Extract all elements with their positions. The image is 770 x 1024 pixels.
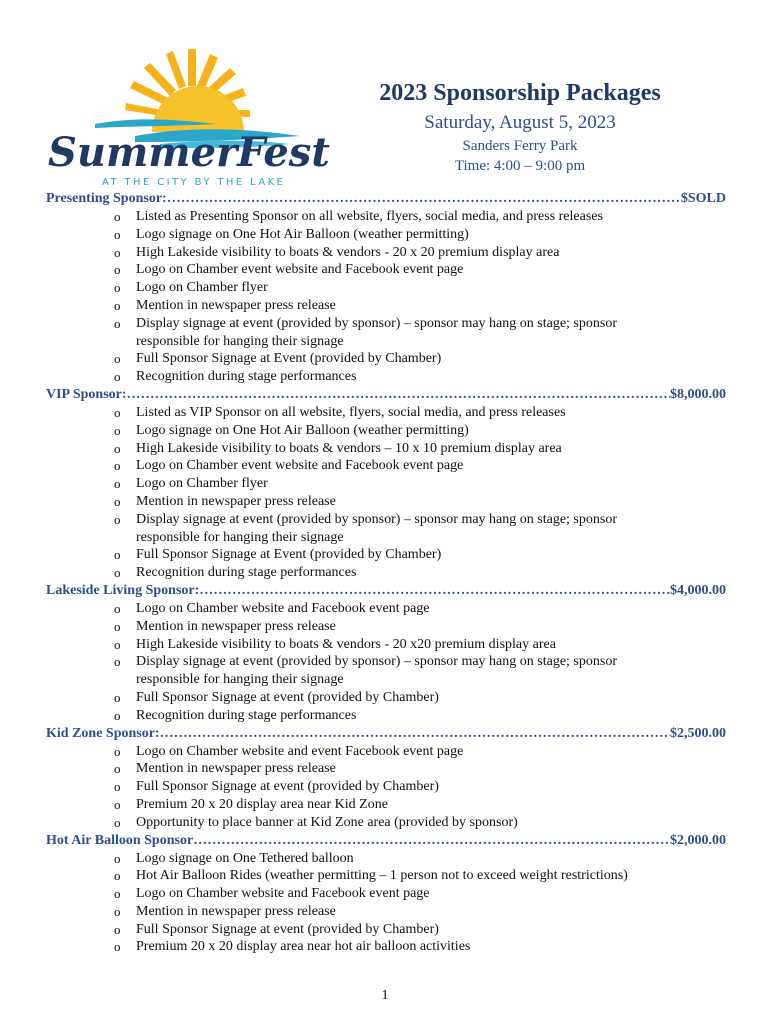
list-item bbox=[46, 743, 726, 761]
list-item bbox=[46, 760, 726, 778]
bullet-icon: o bbox=[114, 458, 121, 474]
benefit-text: Logo signage on One Hot Air Balloon (weather permitting) bbox=[136, 422, 469, 438]
list-item bbox=[46, 867, 726, 885]
event-time: Time: 4:00 – 9:00 pm bbox=[454, 158, 586, 174]
benefit-list bbox=[46, 208, 726, 386]
bullet-icon: o bbox=[114, 796, 121, 812]
benefit-text: Recognition during stage performances bbox=[136, 565, 357, 581]
bullet-icon: o bbox=[114, 369, 121, 385]
bullet-icon: o bbox=[114, 422, 121, 438]
bullet-icon: o bbox=[114, 315, 121, 331]
benefit-text: Full Sponsor Signage at Event (provided by Chamber) bbox=[136, 547, 442, 563]
benefit-text: Listed as VIP Sponsor on all website, flyers, social media, and press releases bbox=[136, 404, 566, 420]
bullet-icon: o bbox=[114, 547, 121, 563]
dot-leader bbox=[193, 832, 670, 850]
benefit-text: Recognition during stage performances bbox=[136, 707, 357, 723]
tier-name: Lakeside Living Sponsor: bbox=[46, 582, 200, 598]
bullet-icon: o bbox=[114, 903, 121, 919]
benefit-text: Mention in newspaper press release bbox=[136, 618, 336, 634]
benefit-text: Logo on Chamber flyer bbox=[136, 280, 268, 296]
benefit-text: Logo on Chamber website and Facebook event page bbox=[136, 600, 430, 616]
bullet-icon: o bbox=[114, 939, 121, 955]
benefit-text: Full Sponsor Signage at Event (provided by Chamber) bbox=[136, 351, 442, 367]
sponsor-tier bbox=[46, 725, 726, 832]
tier-heading bbox=[46, 832, 726, 850]
page-number: 1 bbox=[381, 988, 389, 1003]
benefit-text: Display signage at event (provided by sponsor) – sponsor may hang on stage; sponsor bbox=[136, 315, 617, 331]
tier-name: Hot Air Balloon Sponsor bbox=[46, 832, 194, 848]
list-item bbox=[46, 653, 726, 689]
benefit-text: responsible for hanging their signage bbox=[136, 672, 344, 688]
sponsor-tier bbox=[46, 582, 726, 725]
benefit-text: Premium 20 x 20 display area near Kid Zone bbox=[136, 796, 388, 812]
bullet-icon: o bbox=[114, 814, 121, 830]
summerfest-logo bbox=[40, 44, 350, 194]
tier-price: $2,000.00 bbox=[670, 832, 726, 848]
benefit-text: Premium 20 x 20 display area near hot air balloon activities bbox=[136, 939, 471, 955]
bullet-icon: o bbox=[114, 476, 121, 492]
benefit-text: Logo signage on One Tethered balloon bbox=[136, 850, 354, 866]
bullet-icon: o bbox=[114, 600, 121, 616]
list-item bbox=[46, 440, 726, 458]
benefit-list bbox=[46, 850, 726, 957]
bullet-icon: o bbox=[114, 351, 121, 367]
list-item bbox=[46, 618, 726, 636]
list-item bbox=[46, 796, 726, 814]
bullet-icon: o bbox=[114, 493, 121, 509]
list-item bbox=[46, 636, 726, 654]
benefit-text: High Lakeside visibility to boats & vendors – 10 x 10 premium display area bbox=[136, 440, 562, 456]
bullet-icon: o bbox=[114, 262, 121, 278]
sun-wave-logo-icon bbox=[40, 44, 350, 194]
list-item bbox=[46, 850, 726, 868]
benefit-text: Mention in newspaper press release bbox=[136, 761, 336, 777]
bullet-icon: o bbox=[114, 707, 121, 723]
bullet-icon: o bbox=[114, 636, 121, 652]
sponsor-tier bbox=[46, 386, 726, 582]
benefit-text: Hot Air Balloon Rides (weather permitting – 1 person not to exceed weight restrictions) bbox=[136, 868, 628, 884]
benefit-text: responsible for hanging their signage bbox=[136, 333, 344, 349]
benefit-text: Full Sponsor Signage at event (provided by Chamber) bbox=[136, 921, 439, 937]
benefit-list bbox=[46, 600, 726, 725]
benefit-text: Recognition during stage performances bbox=[136, 369, 357, 385]
list-item bbox=[46, 226, 726, 244]
list-item bbox=[46, 493, 726, 511]
event-date: Saturday, August 5, 2023 bbox=[424, 112, 616, 133]
tier-price: $2,500.00 bbox=[670, 725, 726, 741]
bullet-icon: o bbox=[114, 209, 121, 224]
list-item bbox=[46, 244, 726, 262]
bullet-icon: o bbox=[114, 743, 121, 759]
list-item bbox=[46, 938, 726, 956]
event-location: Sanders Ferry Park bbox=[462, 138, 578, 154]
tier-price: $8,000.00 bbox=[670, 386, 726, 402]
tier-name: VIP Sponsor: bbox=[46, 386, 127, 402]
benefit-text: Display signage at event (provided by sponsor) – sponsor may hang on stage; sponsor bbox=[136, 654, 617, 670]
bullet-icon: o bbox=[114, 868, 121, 884]
tier-heading bbox=[46, 190, 726, 208]
tier-heading bbox=[46, 582, 726, 600]
bullet-icon: o bbox=[114, 226, 121, 242]
list-item bbox=[46, 279, 726, 297]
bullet-icon: o bbox=[114, 440, 121, 456]
list-item bbox=[46, 261, 726, 279]
benefit-text: Logo signage on One Hot Air Balloon (weather permitting) bbox=[136, 226, 469, 242]
list-item bbox=[46, 208, 726, 226]
benefit-text: Logo on Chamber website and Facebook event page bbox=[136, 886, 430, 902]
dot-leader bbox=[167, 190, 681, 208]
list-item bbox=[46, 475, 726, 493]
tier-price: $4,000.00 bbox=[670, 582, 726, 598]
logo-tagline: AT THE CITY BY THE LAKE bbox=[102, 177, 286, 188]
dot-leader bbox=[199, 582, 670, 600]
bullet-icon: o bbox=[114, 244, 121, 260]
benefit-text: Mention in newspaper press release bbox=[136, 297, 336, 313]
dot-leader bbox=[127, 386, 670, 404]
list-item bbox=[46, 546, 726, 564]
benefit-text: High Lakeside visibility to boats & vendors - 20 x20 premium display area bbox=[136, 636, 556, 652]
bullet-icon: o bbox=[114, 921, 121, 937]
list-item bbox=[46, 404, 726, 422]
logo-name: SummerFest bbox=[48, 129, 330, 176]
bullet-icon: o bbox=[114, 280, 121, 296]
list-item bbox=[46, 689, 726, 707]
bullet-icon: o bbox=[114, 404, 121, 420]
bullet-icon: o bbox=[114, 618, 121, 634]
dot-leader bbox=[160, 725, 670, 743]
bullet-icon: o bbox=[114, 565, 121, 581]
benefit-text: Mention in newspaper press release bbox=[136, 903, 336, 919]
list-item bbox=[46, 778, 726, 796]
benefit-text: Display signage at event (provided by sponsor) – sponsor may hang on stage; sponsor bbox=[136, 511, 617, 527]
list-item bbox=[46, 600, 726, 618]
bullet-icon: o bbox=[114, 850, 121, 866]
tier-heading bbox=[46, 725, 726, 743]
benefit-text: Opportunity to place banner at Kid Zone area (provided by sponsor) bbox=[136, 814, 518, 830]
benefit-text: Listed as Presenting Sponsor on all website, flyers, social media, and press releases bbox=[136, 209, 603, 224]
list-item bbox=[46, 457, 726, 475]
benefit-list bbox=[46, 404, 726, 582]
bullet-icon: o bbox=[114, 654, 121, 670]
list-item bbox=[46, 885, 726, 903]
benefit-text: Mention in newspaper press release bbox=[136, 493, 336, 509]
list-item bbox=[46, 903, 726, 921]
tier-price: $SOLD bbox=[680, 191, 726, 206]
list-item bbox=[46, 315, 726, 351]
list-item bbox=[46, 422, 726, 440]
benefit-text: responsible for hanging their signage bbox=[136, 529, 344, 545]
benefit-text: Logo on Chamber website and event Facebook event page bbox=[136, 743, 464, 759]
bullet-icon: o bbox=[114, 761, 121, 777]
tier-name: Kid Zone Sponsor: bbox=[46, 725, 160, 741]
bullet-icon: o bbox=[114, 779, 121, 795]
list-item bbox=[46, 297, 726, 315]
benefit-text: Full Sponsor Signage at event (provided by Chamber) bbox=[136, 779, 439, 795]
bullet-icon: o bbox=[114, 886, 121, 902]
list-item bbox=[46, 814, 726, 832]
list-item bbox=[46, 511, 726, 547]
bullet-icon: o bbox=[114, 689, 121, 705]
bullet-icon: o bbox=[114, 511, 121, 527]
sponsor-tier bbox=[46, 190, 726, 386]
benefit-text: High Lakeside visibility to boats & vendors - 20 x 20 premium display area bbox=[136, 244, 560, 260]
benefit-text: Logo on Chamber flyer bbox=[136, 476, 268, 492]
bullet-icon: o bbox=[114, 297, 121, 313]
benefit-text: Logo on Chamber event website and Facebook event page bbox=[136, 458, 464, 474]
list-item bbox=[46, 564, 726, 582]
list-item bbox=[46, 707, 726, 725]
tier-name: Presenting Sponsor: bbox=[46, 191, 167, 206]
sponsorship-list bbox=[46, 190, 726, 956]
benefit-text: Full Sponsor Signage at event (provided by Chamber) bbox=[136, 689, 439, 705]
tier-heading bbox=[46, 386, 726, 404]
list-item bbox=[46, 350, 726, 368]
benefit-text: Logo on Chamber event website and Facebook event page bbox=[136, 262, 464, 278]
page-title: 2023 Sponsorship Packages bbox=[379, 80, 661, 106]
sponsor-tier bbox=[46, 832, 726, 957]
benefit-list bbox=[46, 743, 726, 832]
list-item bbox=[46, 921, 726, 939]
list-item bbox=[46, 368, 726, 386]
